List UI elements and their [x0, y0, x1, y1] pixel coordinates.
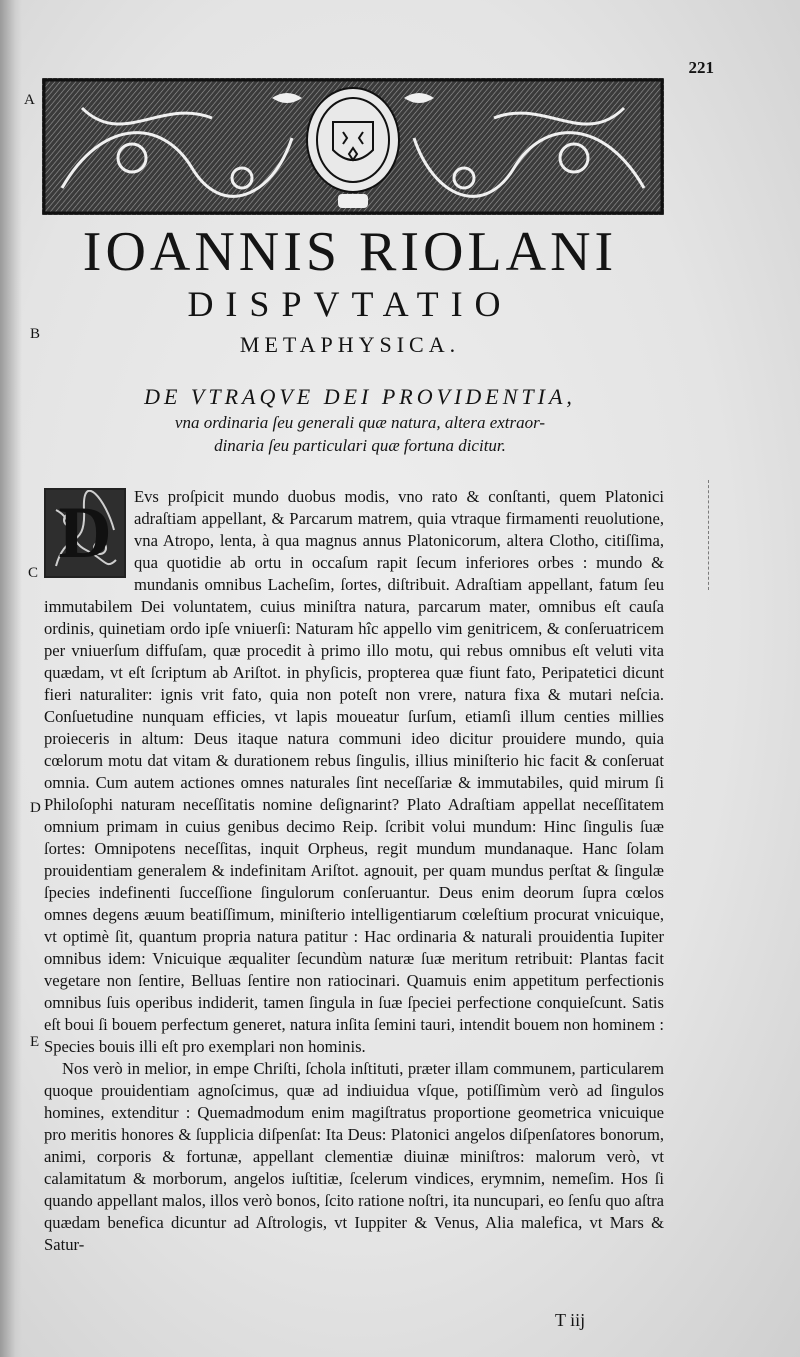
- chapter-subtitle: [60, 383, 660, 457]
- body-text: [44, 486, 664, 1256]
- margin-letter-c: C: [28, 565, 39, 581]
- drop-cap: [44, 488, 126, 578]
- title-metaphysica: METAPHYSICA.: [239, 332, 461, 357]
- margin-rule: [708, 480, 709, 590]
- margin-letter-d: D: [30, 800, 41, 816]
- title-disputatio: DISPVTATIO: [187, 284, 513, 324]
- ornamental-headpiece: [42, 78, 664, 215]
- margin-letter-a: A: [24, 92, 35, 108]
- drop-cap-letter: D: [58, 492, 112, 574]
- paragraph-2: Nos verò in melior, in empe Chriſti, ſchola inſtituti, præter illam communem, particularem quoque prouidentiam agnoſcimus, quæ ad indiuidua vſque, potiſſimùm verò ad ſingulos homines, extenditur : Quemadmodum enim magiſtratus proportione geometrica vnicuique pro meritis honores & ſupplicia diſpenſat: Ita Deus: Platonici angelos diſpenſatores bonorum, animi, corporis & fortunæ, appellant clementiæ diuinæ miniſtros: malorum verò, vt calamitatum & morborum, angelos iuſtitiæ, ſcelerum vindices, erymnim, nemeſim. Hos ſi quando appellant malos, illos verò bonos, ſcito ratione noſtri, ita nuncupari, eo ſenſu quo aſtra quædam benefica dicuntur ad Aſtrologis, vt Iuppiter & Venus, Alia malefica, vt Mars & Satur-: [44, 1059, 664, 1254]
- subtitle-line-1: vna ordinaria ſeu generali quæ natura, altera extraor-: [174, 413, 546, 432]
- margin-letter-e: E: [30, 1034, 40, 1050]
- page-number: 221: [688, 58, 714, 77]
- paragraph-1: Evs proſpicit mundo duobus modis, vno rato & conſtanti, quem Platonici adraſtiam appellant, & Parcarum matrem, quia vtraque firmamenti reuolutione, vna Atropo, lenta, à qua magnus annus Platonicorum, altera Clotho, citiſſima, qua quotidie ab ortu in occaſum rapit ſecum inferiores orbes : mundo & mundanis omnibus Lacheſim, ſortes, diſtribuit. Adraſtiam appellant, fatum ſeu immutabilem Dei voluntatem, cuius miniſtra natura, parcarum mater, omnibus eſt cauſa ordinis, quinetiam ordo ipſe vniuerſi: Naturam hîc appello vim genitricem, & conſeruatricem per vniuerſum diffuſam, quæ procedit à primo illo motu, qui rebus omnibus eſt veluti vita quædam, vt eſt ſcriptum ab Ariſtot. in phyſicis, propterea quæ fiunt fato, Peripatetici dicunt fieri naturaliter: ignis vrit fato, quia non poteſt non vrere, natura fixa & mutari neſcia. Conſuetudine nunquam efficies, vt lapis moueatur ſurſum, etiamſi illum centies millies proieceris in altum: Deus itaque natura communi ideo dicitur prouidere mundo, quia cœlorum motu dat vitam & durationem rebus ſingulis, illius miniſterio hic facit & conſeruat omnia. Cum autem actiones omnes naturales ſint neceſſariæ & immutabiles, quid mirum ſi Philoſophi naturam neceſſitatis nomine deſignarint? Plato Adraſtiam appellat neceſſitatem omnium primam in cuius genibus decimo Reip. ſcribit volui mundum: Hinc ſingulis ſuæ ſortes: Omnipotens neceſſitas, inquit Orpheus, regit mundum mundanaque. Hanc ſolam prouidentiam generalem & indefinitam Ariſtot. agnouit, per quam mundus perſtat & ſingulæ ſpecies indefinenti ſucceſſione ſingulorum conſeruantur. Deus enim deorum ſupra cœlos omnes degens æuum beatiſſimum, miniſterio intelligentiarum cœleſtium procurat vnicuique, vt optimè ſit, quantum propria natura patitur : Hac ordinaria & naturali prouidentia Iupiter omnibus idem: Vnicuique æqualiter ſecundùm naturæ ſuæ meritum retribuit: Plantas facit vegetare non ſentire, Belluas ſentire non ratiocinari. Quamuis enim appetitum perfectionis omnibus ſuis operibus indiderit, tamen ſingula in ſuæ ſpeciei perfectione conquieſcunt. Satis eſt boui ſi bouem perfectum generet, natura inſita ſemini tauri, intendit bouem non hominem : Species bouis illi eſt pro exemplari non hominis.: [44, 487, 664, 1056]
- margin-letter-b: B: [30, 326, 41, 342]
- subtitle-caps: DE VTRAQVE DEI PROVIDENTIA,: [144, 384, 576, 409]
- headpiece-engraving: [42, 78, 664, 215]
- title-author: IOANNIS RIOLANI: [82, 221, 618, 283]
- page-gutter-shadow: [0, 0, 22, 1357]
- signature-mark: T iij: [555, 1310, 586, 1330]
- subtitle-line-2: dinaria ſeu particulari quæ fortuna dicitur.: [214, 436, 506, 455]
